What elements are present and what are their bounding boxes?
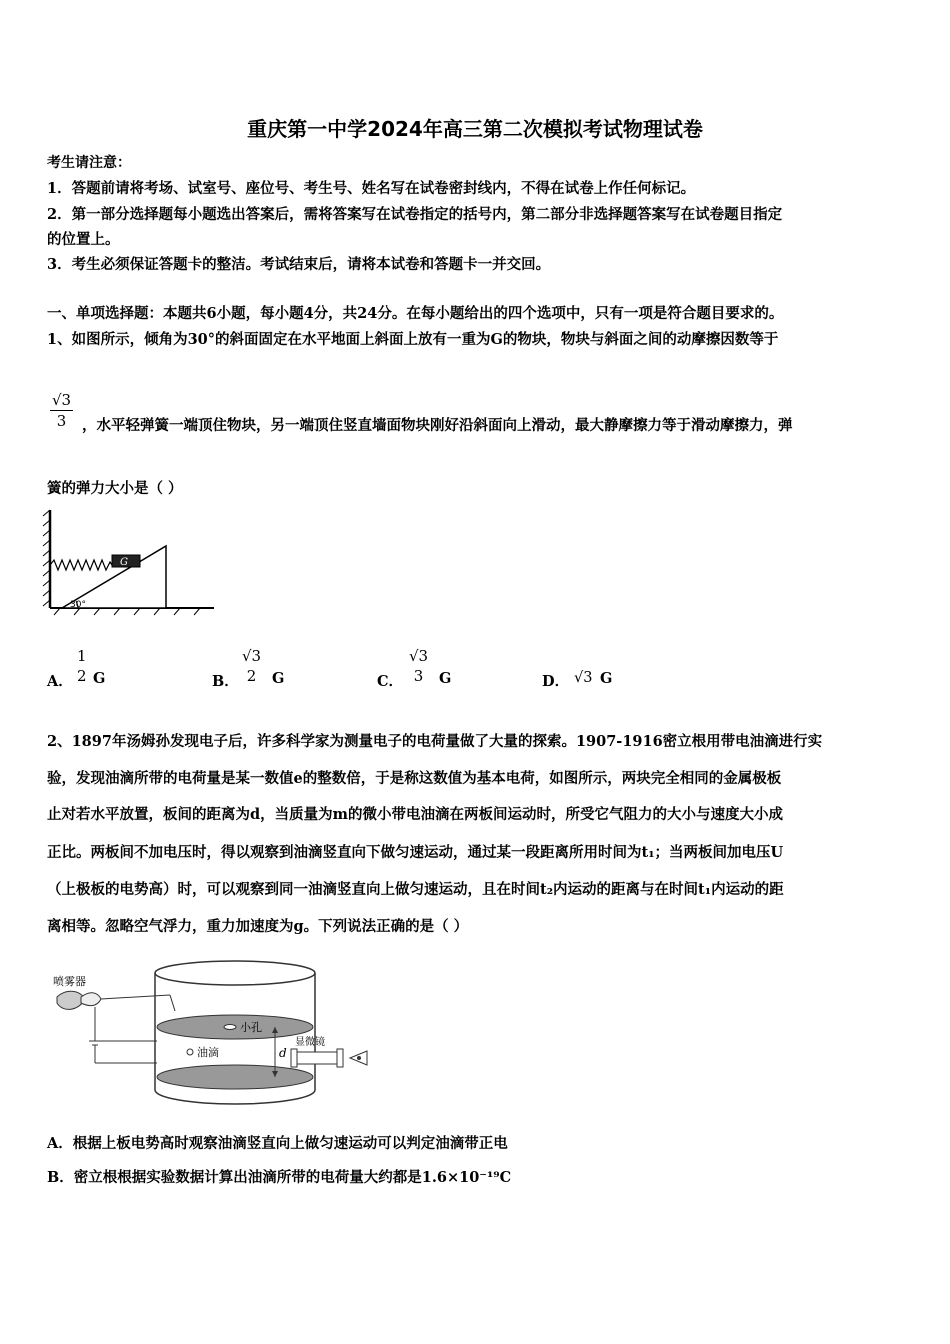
question-2-line: 验，发现油滴所带的电荷量是某一数值e的整数倍，于是称这数值为基本电荷，如图所示，两块完全相同的金属极板 [47,770,782,787]
page-title: 重庆第一中学2024年高三第二次模拟考试物理试卷 [247,117,703,141]
option-label: A． [47,673,73,690]
option-label: D． [542,673,570,690]
notice-item: 2．第一部分选择题每小题选出答案后，需将答案写在试卷指定的括号内，第二部分非选择题答案写在试卷题目指定 [47,206,783,223]
question-2-line: （上极板的电势高）时，可以观察到同一油滴竖直向上做匀速运动，且在时间t₂内运动的距离与在时间t₁内运动的距 [47,881,784,898]
question-2-line: 离相等。忽略空气浮力，重力加速度为g。下列说法正确的是（ ） [47,918,469,935]
question-1-line: ，水平轻弹簧一端顶住物块，另一端顶住竖直墙面物块刚好沿斜面向上滑动，最大静摩擦力等于滑动摩擦力，弹 [82,417,793,434]
option-suffix: G [600,670,613,687]
fraction-denominator: 3 [413,667,424,685]
option-fraction [407,646,430,686]
option-label: C． [377,673,404,690]
question-1-line: 1、如图所示，倾角为30°的斜面固定在水平地面上斜面上放有一重为G的物块，物块与斜面之间的动摩擦因数等于 [47,331,779,348]
option-a[interactable]: A．根据上板电势高时观察油滴竖直向上做匀速运动可以判定油滴带正电 [47,1135,508,1152]
notice-item: 3．考生必须保证答题卡的整洁。考试结束后，请将本试卷和答题卡一并交回。 [47,256,551,273]
notice-item: 1．答题前请将考场、试室号、座位号、考生号、姓名写在试卷密封线内，不得在试卷上作任何标记。 [47,180,696,197]
drop-label: 油滴 [197,1046,219,1059]
notice-item: 的位置上。 [47,231,120,248]
fraction-denominator: 2 [77,667,87,685]
incline-spring-figure [40,506,220,618]
question-2-line: 止对若水平放置，板间的距离为d，当质量为m的微小带电油滴在两板间运动时，所受它气阻力的大小与速度大小成 [47,806,783,823]
fraction-numerator: √3 [409,647,429,665]
fraction-numerator: √3 [52,391,72,409]
fraction-numerator: 1 [77,647,87,665]
hole-label: 小孔 [240,1021,262,1034]
block-label: G [120,557,128,568]
millikan-apparatus-figure [45,955,390,1115]
sprayer-label: 喷雾器 [53,975,86,988]
option-suffix: G [439,670,452,687]
option-suffix: G [272,670,285,687]
distance-label: d [279,1046,287,1060]
option-fraction [240,646,263,686]
fraction-denominator: 2 [246,667,257,685]
question-2-line: 2、1897年汤姆孙发现电子后，许多科学家为测量电子的电荷量做了大量的探索。1907-1916密立根用带电油滴进行实 [47,733,823,750]
section-heading: 一、单项选择题：本题共6小题，每小题4分，共24分。在每小题给出的四个选项中，只有一项是符合题目要求的。 [47,305,784,322]
mu-fraction [50,390,73,431]
option-label: B． [212,673,239,690]
question-1-line: 簧的弹力大小是（ ） [47,480,183,497]
fraction-numerator: √3 [242,647,262,665]
question-2-line: 正比。两板间不加电压时，得以观察到油滴竖直向下做匀速运动，通过某一段距离所用时间为t₁；当两板间加电压U [47,844,784,861]
angle-label: 30° [70,600,86,610]
microscope-label: 显微镜 [295,1037,325,1048]
option-fraction [75,646,89,686]
option-b[interactable]: B．密立根根据实验数据计算出油滴所带的电荷量大约都是1.6×10⁻¹⁹C [47,1169,512,1186]
option-suffix: G [93,670,106,687]
notice-heading: 考生请注意： [47,155,131,171]
fraction-denominator: 3 [56,412,67,430]
option-expr: √3 [574,670,593,686]
